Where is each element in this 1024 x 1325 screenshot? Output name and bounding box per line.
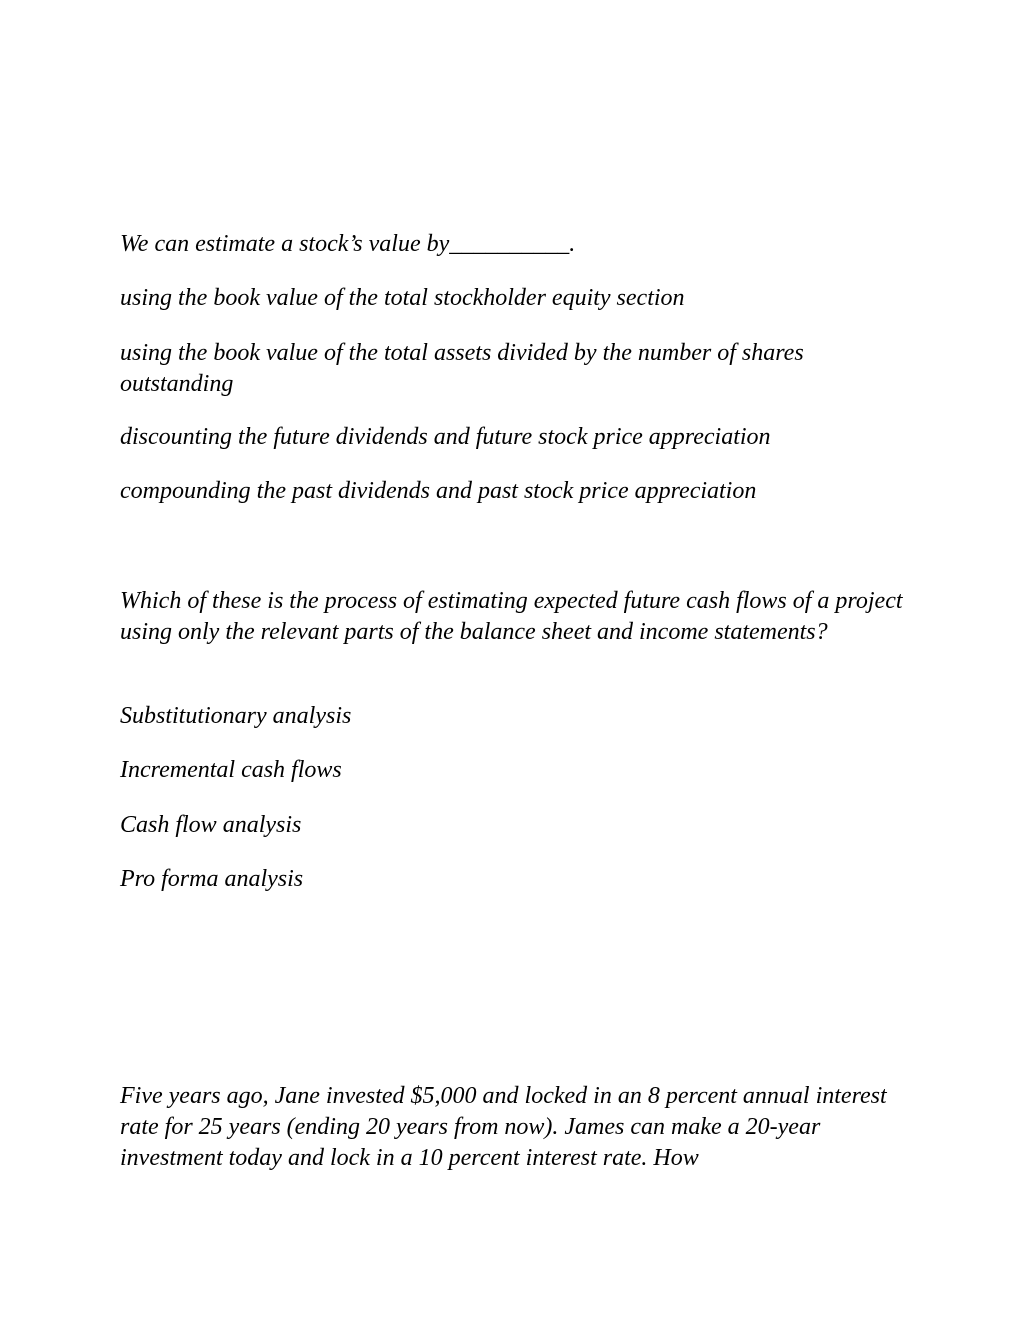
- question-1-option-3: discounting the future dividends and future stock price appreciation: [120, 424, 771, 450]
- question-1-option-1: using the book value of the total stockholder equity section: [120, 285, 685, 311]
- question-3-stem: Five years ago, Jane invested $5,000 and locked in an 8 percent annual interest rate for 25 years (ending 20 years from now). James can make a 20-year investment today and lock in a 10 percent interest rate. How: [120, 1083, 887, 1171]
- question-2-option-4: Pro forma analysis: [120, 866, 304, 892]
- question-2-stem: Which of these is the process of estimating expected future cash flows of a project using only the relevant parts of the balance sheet and income statements?: [120, 588, 903, 645]
- question-1-option-4: compounding the past dividends and past stock price appreciation: [120, 478, 757, 504]
- question-1-stem: We can estimate a stock’s value by__________.: [120, 231, 576, 257]
- question-2-option-2: Incremental cash flows: [120, 757, 342, 783]
- question-1-option-2: using the book value of the total assets divided by the number of shares outstanding: [120, 340, 804, 397]
- question-2-option-1: Substitutionary analysis: [120, 703, 352, 729]
- question-2-option-3: Cash flow analysis: [120, 812, 302, 838]
